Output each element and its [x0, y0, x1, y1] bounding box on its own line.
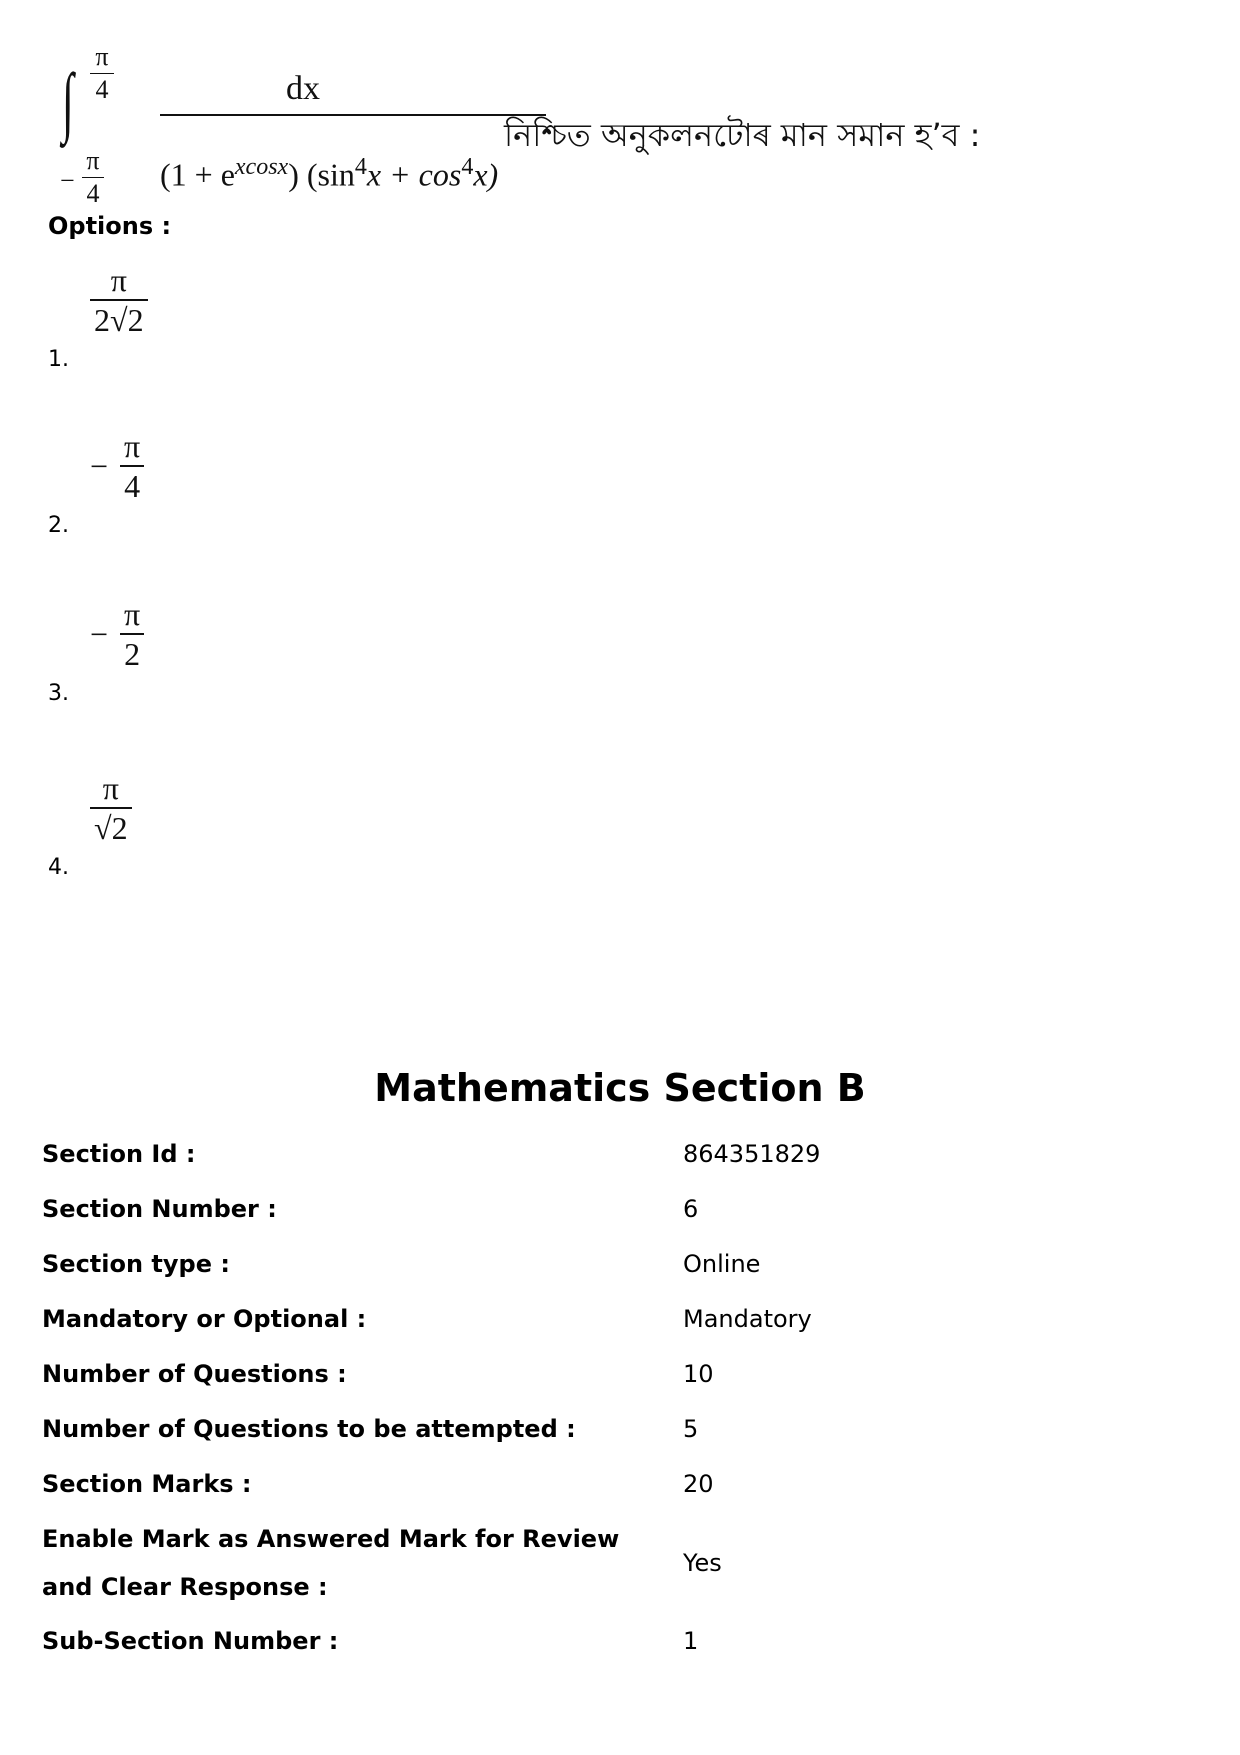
info-row-sub-section-number: [42, 1617, 1192, 1672]
info-value: Online: [683, 1250, 761, 1278]
option-denominator: 2: [120, 633, 144, 673]
info-row-section-marks: [42, 1460, 1192, 1515]
option-denominator: 2√2: [90, 299, 148, 339]
option-formula: [90, 596, 144, 673]
info-label: Number of Questions :: [42, 1360, 347, 1388]
option-numerator: π: [102, 770, 119, 806]
option-1[interactable]: [48, 262, 448, 372]
info-row-num-questions: [42, 1350, 1192, 1405]
integrand-numerator: dx: [286, 70, 320, 107]
info-row-questions-attempted: [42, 1405, 1192, 1460]
den-part2: ) (sin: [288, 156, 355, 193]
info-value: 864351829: [683, 1140, 821, 1168]
info-value: Mandatory: [683, 1305, 812, 1333]
info-label: Section Number :: [42, 1195, 277, 1223]
question-formula: [56, 36, 1056, 208]
info-value: 10: [683, 1360, 714, 1388]
option-sign: −: [90, 448, 109, 485]
info-value: 1: [683, 1627, 699, 1655]
option-number: 1.: [48, 347, 69, 372]
lower-limit-numerator: π: [86, 146, 100, 175]
option-4[interactable]: [48, 770, 448, 880]
den-part3: x + cos: [366, 156, 462, 193]
fraction-bar: [160, 114, 546, 116]
info-value: 20: [683, 1470, 714, 1498]
den-exponent: xcosx: [234, 154, 289, 180]
info-value: Yes: [683, 1549, 722, 1577]
option-formula: [90, 770, 132, 847]
info-label: Section Id :: [42, 1140, 196, 1168]
integral-upper-limit: [90, 42, 114, 105]
info-label: Enable Mark as Answered Mark for Review and Clear Response :: [42, 1525, 620, 1601]
info-row-section-number: [42, 1185, 1192, 1240]
question-text: নিশ্চিত অনুকলনটোৰ মান সমান হ’ব :: [504, 116, 981, 154]
info-row-mandatory: [42, 1295, 1192, 1350]
lower-limit-sign: −: [60, 166, 75, 195]
integral-sign-icon: ∫: [62, 57, 74, 144]
info-label: Number of Questions to be attempted :: [42, 1415, 576, 1443]
option-2[interactable]: [48, 428, 448, 538]
section-title: Mathematics Section B: [374, 1066, 866, 1110]
info-value: 6: [683, 1195, 699, 1223]
info-value: 5: [683, 1415, 699, 1443]
option-denominator: 4: [120, 465, 144, 505]
integrand-denominator: [160, 154, 498, 194]
option-sign: −: [90, 616, 109, 653]
den-power2: 4: [461, 154, 474, 180]
info-label: Mandatory or Optional :: [42, 1305, 367, 1333]
lower-limit-denominator: 4: [86, 179, 100, 208]
option-numerator: π: [124, 428, 141, 464]
den-part4: x): [473, 156, 499, 193]
section-info-table: [42, 1130, 1192, 1672]
info-row-section-type: [42, 1240, 1192, 1295]
option-denominator: √2: [90, 807, 132, 847]
option-number: 4.: [48, 855, 69, 880]
option-3[interactable]: [48, 596, 448, 706]
info-label: Sub-Section Number :: [42, 1627, 339, 1655]
info-label: Section Marks :: [42, 1470, 252, 1498]
info-label: Section type :: [42, 1250, 230, 1278]
info-row-enable-mark: [42, 1515, 1192, 1617]
option-numerator: π: [124, 596, 141, 632]
upper-limit-numerator: π: [95, 42, 109, 71]
options-label: Options :: [48, 212, 172, 240]
option-number: 3.: [48, 681, 69, 706]
option-numerator: π: [110, 262, 127, 298]
option-number: 2.: [48, 513, 69, 538]
upper-limit-denominator: 4: [95, 75, 109, 104]
den-part1: (1 + e: [160, 156, 235, 193]
info-row-section-id: [42, 1130, 1192, 1185]
den-power1: 4: [354, 154, 367, 180]
option-formula: [90, 262, 148, 339]
option-formula: [90, 428, 144, 505]
